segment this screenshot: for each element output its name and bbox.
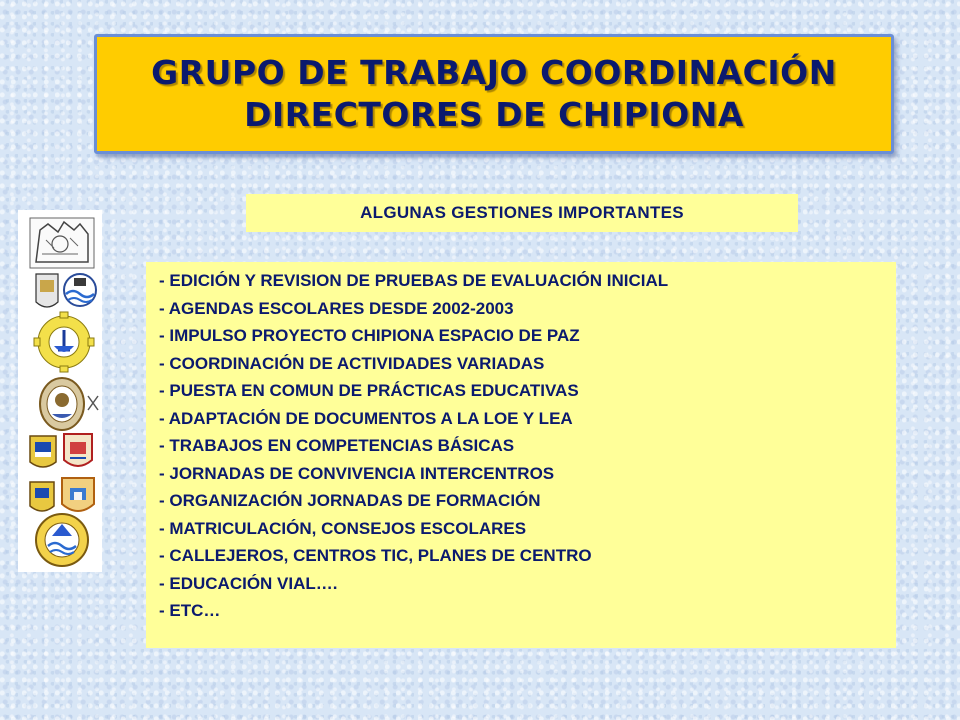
list-item: - IMPULSO PROYECTO CHIPIONA ESPACIO DE PAZ (159, 326, 580, 345)
list-item: - ORGANIZACIÓN JORNADAS DE FORMACIÓN (159, 491, 541, 510)
school-emblem-drawing-icon (30, 218, 94, 268)
list-item: - PUESTA EN COMUN DE PRÁCTICAS EDUCATIVAS (159, 381, 579, 400)
list-item: - MATRICULACIÓN, CONSEJOS ESCOLARES (159, 518, 527, 538)
school-emblem-circle-maestro-icon (36, 514, 88, 566)
gestiones-list (146, 262, 896, 648)
list-item: - ADAPTACIÓN DE DOCUMENTOS A LA LOE Y LEA (159, 408, 573, 428)
slide-title-box (94, 34, 894, 154)
list-item: - EDICIÓN Y REVISION DE PRUEBAS DE EVALUACIÓN INICIAL (159, 271, 669, 290)
list-item: - CALLEJEROS, CENTROS TIC, PLANES DE CENTRO (159, 546, 592, 565)
list-item: - TRABAJOS EN COMPETENCIAS BÁSICAS (159, 436, 515, 455)
school-emblem-oval-icon (40, 378, 98, 430)
list-item: - EDUCACIÓN VIAL…. (159, 573, 338, 593)
list-item: - COORDINACIÓN DE ACTIVIDADES VARIADAS (159, 353, 545, 373)
list-item: - AGENDAS ESCOLARES DESDE 2002-2003 (159, 298, 514, 318)
school-emblem-gear-icon (34, 312, 94, 372)
subtitle-box (246, 194, 798, 232)
school-emblem-shield-sea-icon (36, 274, 96, 307)
school-emblem-shield-building-icon (30, 478, 94, 511)
school-emblem-shield-flags-icon (30, 434, 92, 467)
slide-title-line-2: DIRECTORES DE CHIPIONA (244, 95, 744, 134)
subtitle-text: ALGUNAS GESTIONES IMPORTANTES (360, 203, 684, 222)
list-item: - JORNADAS DE CONVIVENCIA INTERCENTROS (159, 463, 555, 483)
slide-title-line-1: GRUPO DE TRABAJO COORDINACIÓN (151, 53, 837, 92)
list-item: - ETC… (159, 601, 221, 620)
school-logos-strip (18, 210, 102, 572)
